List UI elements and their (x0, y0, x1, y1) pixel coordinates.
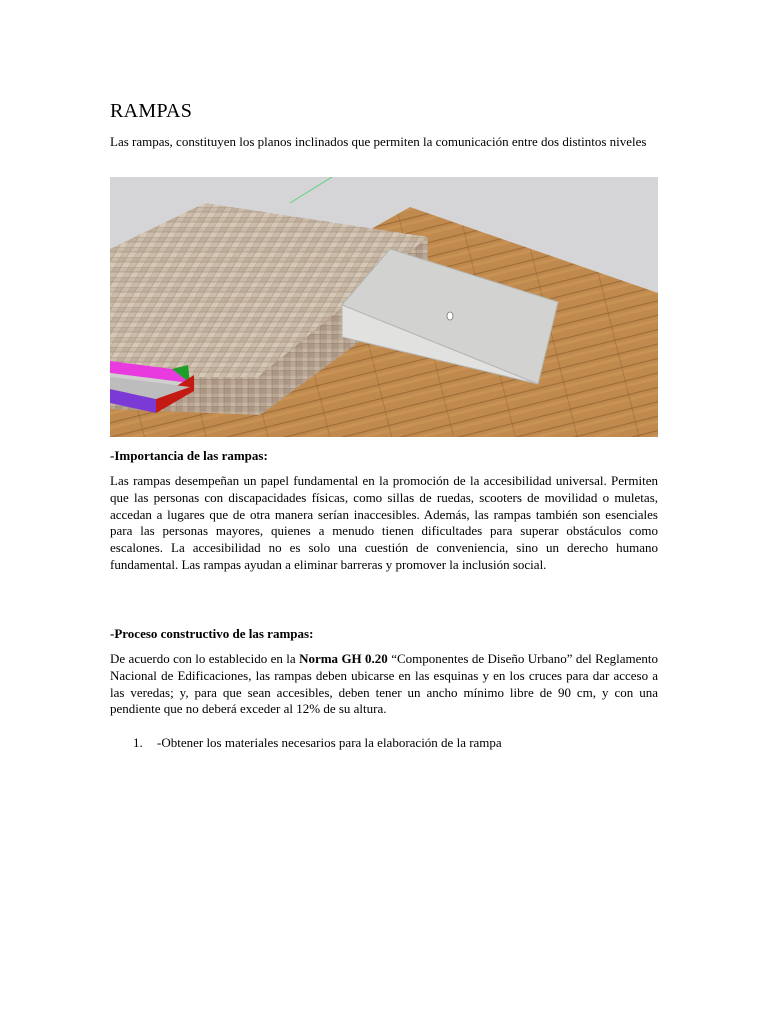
importance-paragraph: Las rampas desempeñan un papel fundamental en la promoción de la accesibilidad universal. Permiten que las personas con discapacidades físicas, como sillas de ruedas, scooters de movilidad o muletas, accedan a lugares que de otra manera serían inaccesibles. Además, las rampas también son esenciales para las personas mayores, quienes a menudo tienen dificultades para superar obstáculos como escalones. La accesibilidad no es solo una cuestión de conveniencia, sino un derecho humano fundamental. Las rampas ayudan a eliminar barreras y promover la inclusión social. (110, 473, 658, 572)
page-title: RAMPAS (110, 100, 193, 122)
section-heading-process: -Proceso constructivo de las rampas: (110, 626, 314, 641)
list-item (133, 735, 502, 751)
section-heading-importance: -Importancia de las rampas: (110, 448, 268, 463)
process-text-end: “Componentes de Diseño Urbano” del Reglamento Nacional de Edificaciones, las rampas deben ubicarse en las esquinas y en los cruces para dar acceso a las veredas; y, para que sean accesibles, deben tener un ancho mínimo libre de 90 cm, y con una pendiente que no deberá exceder al 12% de su altura. (110, 651, 658, 717)
norma-reference: Norma GH 0.20 (299, 651, 388, 666)
ramp-3d-figure (110, 177, 658, 437)
ramp-model-illustration (110, 177, 658, 437)
list-item-text: -Obtener los materiales necesarios para la elaboración de la rampa (157, 735, 502, 750)
process-text-start: De acuerdo con lo establecido en la (110, 651, 300, 666)
list-item-number: 1. (133, 735, 143, 750)
intro-paragraph: Las rampas, constituyen los planos inclinados que permiten la comunicación entre dos distintos niveles (110, 134, 647, 149)
cursor-icon (447, 312, 453, 320)
process-paragraph (110, 651, 658, 718)
